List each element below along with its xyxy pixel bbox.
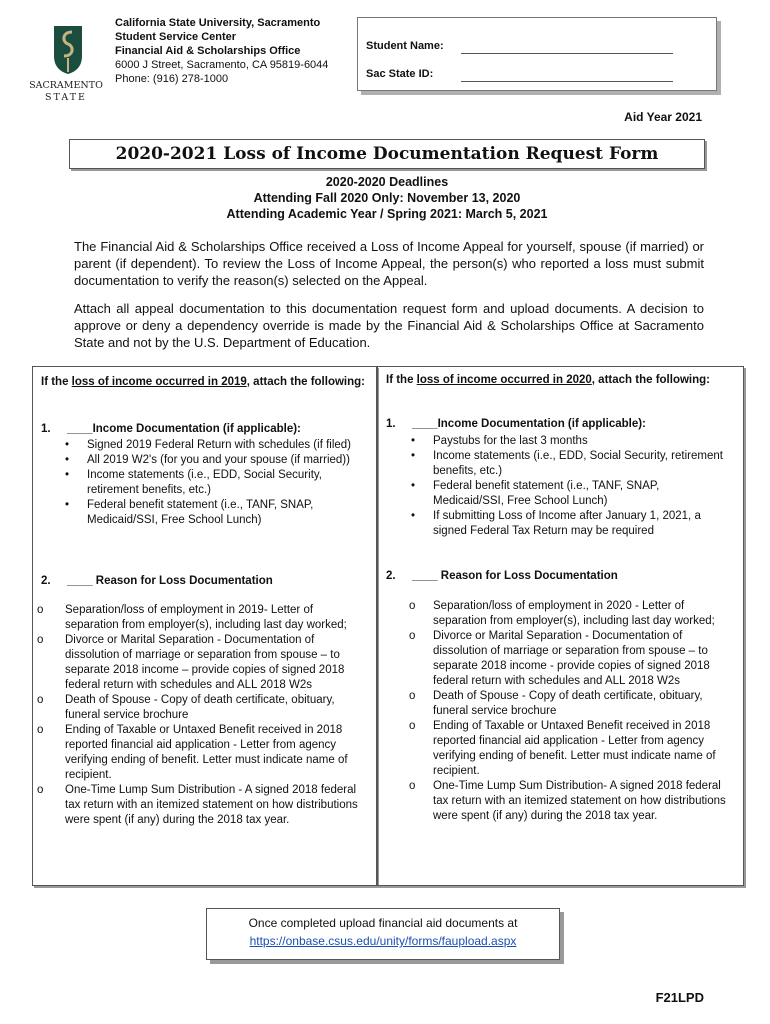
income-docs-list (65, 438, 367, 528)
list-item: o Death of Spouse - Copy of death certificate, obituary, funeral service brochure (409, 690, 703, 717)
column-2019-heading: If the loss of income occurred in 2019, attach the following: (41, 376, 365, 388)
list-item: o Divorce or Marital Separation - Documentation of dissolution of marriage or separation from spouse – to separate 2018 income - provide copies of signed 2018 federal return with schedules and ALL 2018 W2s (409, 630, 710, 687)
list-item: o One-Time Lump Sum Distribution - A signed 2018 federal tax return with an itemized statement on how distributions were spent (if any) during the 2018 tax year. (37, 784, 358, 826)
column-2020-heading: If the loss of income occurred in 2020, attach the following: (386, 374, 710, 386)
reason-docs-list (409, 599, 731, 824)
student-name-field[interactable] (461, 52, 673, 54)
list-item: o Ending of Taxable or Untaxed Benefit received in 2018 reported financial aid application - Letter from agency verifying ending of benefit. Letter must indicate name of recipient. (37, 724, 348, 781)
list-item: o Separation/loss of employment in 2019- Letter of separation from employer(s), including last day worked; (37, 604, 347, 631)
deadline-fall: Attending Fall 2020 Only: November 13, 2020 (253, 191, 521, 205)
column-2019 (32, 366, 377, 886)
list-item: o Divorce or Marital Separation - Documentation of dissolution of marriage or separation from spouse – to separate 2018 income – provide copies of signed 2018 federal return with schedules and ALL 2018 W2s (37, 634, 345, 691)
office-address (115, 16, 355, 86)
list-item: • Paystubs for the last 3 months (411, 435, 588, 447)
income-docs-heading: 1. ____Income Documentation (if applicable): (386, 418, 646, 430)
list-item: o Death of Spouse - Copy of death certificate, obituary, funeral service brochure (37, 694, 335, 721)
deadline-spring: Attending Academic Year / Spring 2021: March 5, 2021 (226, 207, 548, 221)
phone-number: Phone: (916) 278-1000 (115, 73, 229, 85)
list-item: • Federal benefit statement (i.e., TANF, SNAP, Medicaid/SSI, Free School Lunch) (65, 499, 314, 526)
attach-paragraph: Attach all appeal documentation to this documentation request form and upload documents. A decision to approve or deny a dependency override is made by the Financial Aid & Scholarships Office at Sacramento State and not by the U.S. Department of Education. (74, 301, 704, 350)
form-code: F21LPD (655, 990, 704, 1005)
sacramento-state-logo (24, 22, 108, 104)
list-item: • Income statements (i.e., EDD, Social Security, retirement benefits, etc.) (65, 469, 322, 496)
office-name: Financial Aid & Scholarships Office (115, 45, 301, 57)
deadlines-block (69, 174, 705, 222)
list-item: o Separation/loss of employment in 2020 - Letter of separation from employer(s), including last day worked; (409, 600, 715, 627)
column-2020 (377, 366, 744, 886)
aid-year: Aid Year 2021 (624, 110, 702, 124)
student-id-box (357, 17, 717, 91)
income-docs-list (411, 434, 733, 539)
income-docs-heading: 1. ____Income Documentation (if applicable): (41, 423, 301, 435)
reason-docs-heading: 2. ____ Reason for Loss Documentation (386, 570, 618, 582)
street-address: 6000 J Street, Sacramento, CA 95819-6044 (115, 59, 329, 71)
list-item: o Ending of Taxable or Untaxed Benefit received in 2018 reported financial aid application - Letter from agency verifying ending of benefit. Letter must indicate name of recipient. (409, 720, 716, 777)
upload-instructions-box (206, 908, 560, 960)
upload-instructions-text: Once completed upload financial aid documents at (248, 916, 518, 930)
university-name: California State University, Sacramento (115, 17, 321, 29)
list-item: o One-Time Lump Sum Distribution- A signed 2018 federal tax return with an itemized statement on how distributions were spent (if any) during the 2018 tax year. (409, 780, 726, 822)
intro-paragraph: The Financial Aid & Scholarships Office received a Loss of Income Appeal for yourself, spouse (if married) or parent (if dependent). To review the Loss of Income Appeal, the person(s) who reported a loss must submit documentation to verify the reason(s) selected on the Appeal. (74, 239, 704, 288)
upload-link[interactable]: https://onbase.csus.edu/unity/forms/faupload.aspx (249, 934, 517, 948)
list-item: • Signed 2019 Federal Return with schedules (if filed) (65, 439, 352, 451)
sac-state-id-field[interactable] (461, 80, 673, 82)
list-item: • All 2019 W2's (for you and your spouse (if married)) (65, 454, 350, 466)
list-item: • If submitting Loss of Income after January 1, 2021, a signed Federal Tax Return may be required (411, 510, 701, 537)
reason-docs-list (37, 603, 367, 828)
center-name: Student Service Center (115, 31, 237, 43)
form-title: 2020-2021 Loss of Income Documentation Request Form (69, 139, 705, 169)
logo-word-sacramento: SACRAMENTO (29, 80, 103, 91)
reason-docs-heading: 2. ____ Reason for Loss Documentation (41, 575, 273, 587)
student-name-label: Student Name: (366, 40, 444, 52)
sac-state-id-label: Sac State ID: (366, 68, 434, 80)
list-item: • Federal benefit statement (i.e., TANF, SNAP, Medicaid/SSI, Free School Lunch) (411, 480, 660, 507)
logo-word-state: STATE (45, 92, 87, 103)
deadlines-heading: 2020-2020 Deadlines (325, 175, 449, 189)
list-item: • Income statements (i.e., EDD, Social Security, retirement benefits, etc.) (411, 450, 723, 477)
